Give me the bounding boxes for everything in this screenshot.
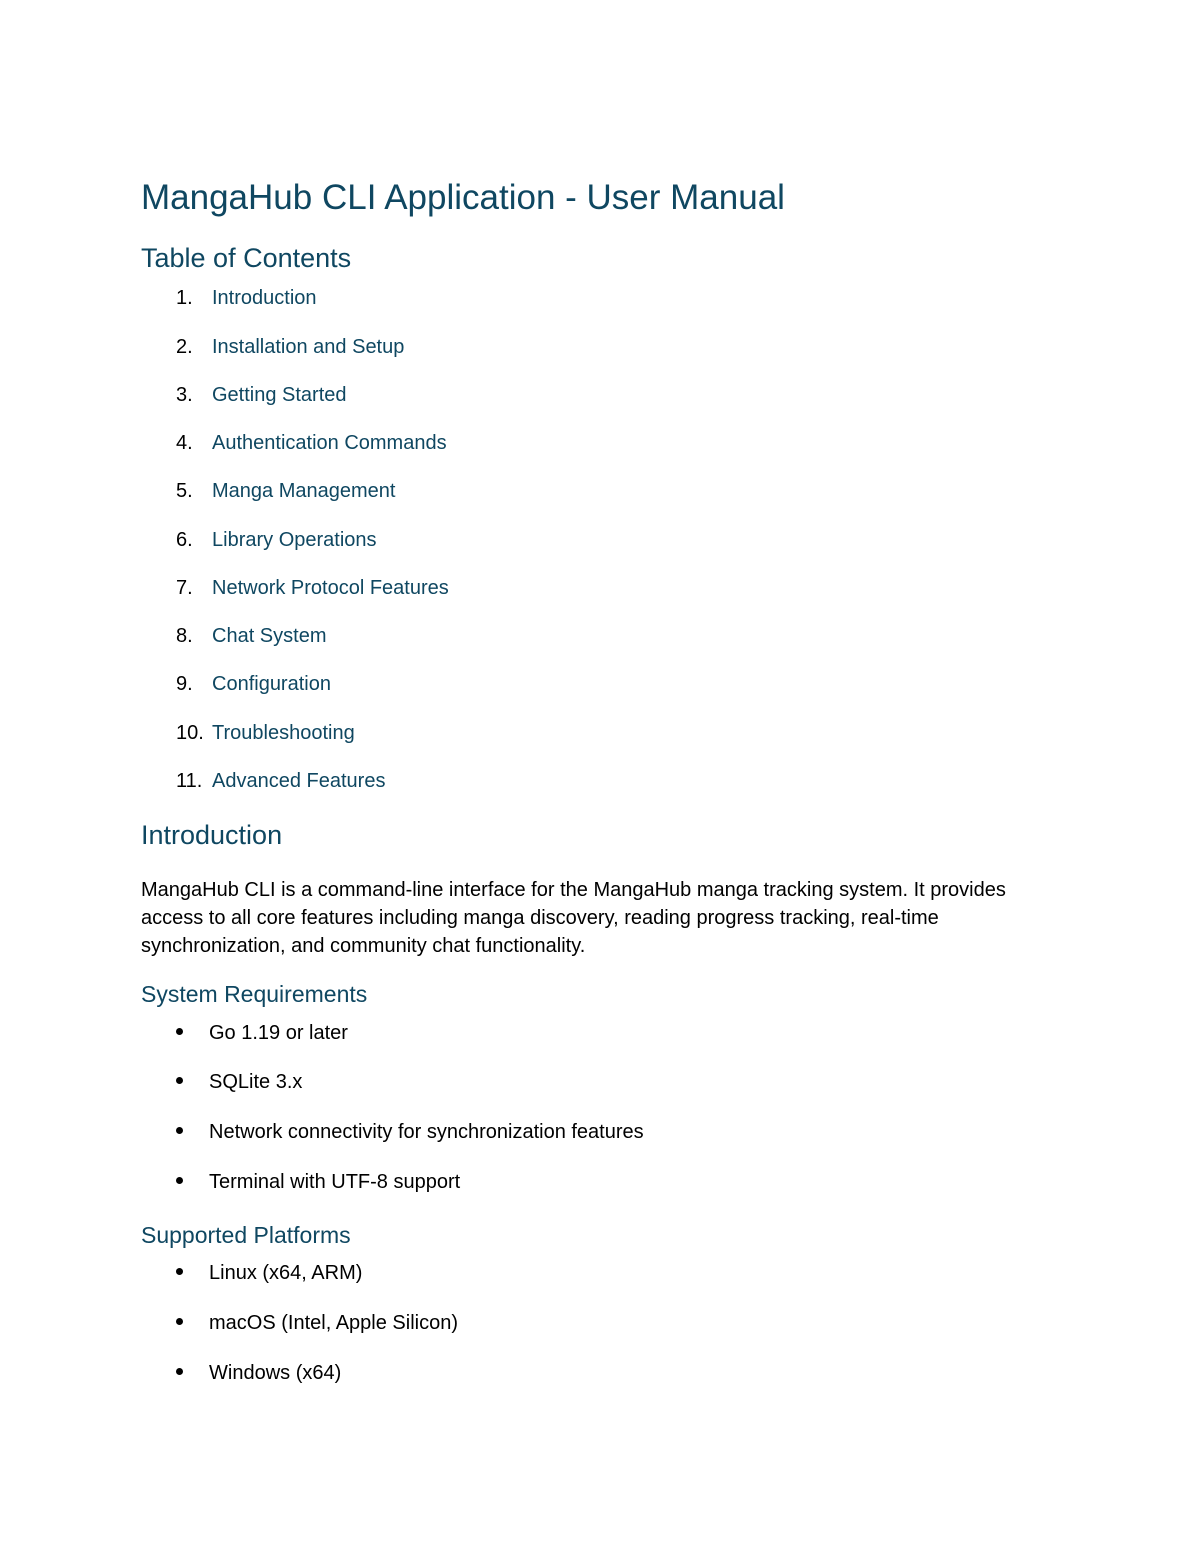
list-item	[176, 1121, 644, 1151]
list-item	[176, 1362, 341, 1392]
toc-item-configuration	[176, 673, 331, 703]
toc-link-troubleshooting[interactable]: Troubleshooting	[212, 722, 355, 744]
document-title: MangaHub CLI Application - User Manual	[141, 178, 785, 217]
list-item-text: Linux (x64, ARM)	[209, 1262, 363, 1284]
toc-link-advanced-features[interactable]: Advanced Features	[212, 770, 386, 792]
list-item	[176, 1171, 460, 1201]
list-item-text: Network connectivity for synchronization features	[209, 1121, 644, 1143]
toc-link-manga-management[interactable]: Manga Management	[212, 480, 396, 502]
toc-link-getting-started[interactable]: Getting Started	[212, 384, 347, 406]
list-item-text: Terminal with UTF-8 support	[209, 1171, 461, 1193]
bullet-icon	[176, 1177, 183, 1184]
toc-number: 2.	[176, 336, 193, 358]
bullet-icon	[176, 1028, 183, 1035]
toc-link-configuration[interactable]: Configuration	[212, 673, 331, 695]
bullet-icon	[176, 1268, 183, 1275]
toc-link-chat-system[interactable]: Chat System	[212, 625, 327, 647]
toc-item-network-protocol	[176, 577, 449, 607]
toc-heading: Table of Contents	[141, 243, 352, 273]
toc-number: 8.	[176, 625, 193, 647]
toc-link-introduction[interactable]: Introduction	[212, 287, 317, 309]
bullet-icon	[176, 1368, 183, 1375]
toc-number: 11.	[176, 770, 203, 792]
toc-number: 7.	[176, 577, 193, 599]
toc-link-installation[interactable]: Installation and Setup	[212, 336, 405, 358]
bullet-icon	[176, 1127, 183, 1134]
toc-item-installation	[176, 336, 404, 366]
bullet-icon	[176, 1077, 183, 1084]
toc-item-getting-started	[176, 384, 347, 414]
system-requirements-heading: System Requirements	[141, 981, 368, 1007]
toc-number: 1.	[176, 287, 193, 309]
list-item-text: Windows (x64)	[209, 1362, 342, 1384]
toc-link-authentication[interactable]: Authentication Commands	[212, 432, 447, 454]
list-item-text: SQLite 3.x	[209, 1071, 303, 1093]
list-item	[176, 1071, 302, 1101]
toc-number: 5.	[176, 480, 193, 502]
introduction-heading: Introduction	[141, 820, 283, 850]
toc-number: 3.	[176, 384, 193, 406]
list-item	[176, 1262, 362, 1292]
list-item	[176, 1022, 348, 1052]
toc-item-introduction	[176, 287, 317, 317]
toc-link-library-operations[interactable]: Library Operations	[212, 529, 377, 551]
toc-item-authentication	[176, 432, 447, 462]
supported-platforms-heading: Supported Platforms	[141, 1222, 351, 1248]
toc-number: 9.	[176, 673, 193, 695]
toc-number: 4.	[176, 432, 193, 454]
list-item-text: macOS (Intel, Apple Silicon)	[209, 1312, 458, 1334]
toc-link-network-protocol[interactable]: Network Protocol Features	[212, 577, 449, 599]
toc-item-manga-management	[176, 480, 395, 510]
toc-number: 10.	[176, 722, 204, 744]
toc-item-advanced-features	[176, 770, 385, 800]
introduction-paragraph: MangaHub CLI is a command-line interface for the MangaHub manga tracking system. It provides access to all core features including manga discovery, reading progress tracking, real-time synchronization, and community chat functionality.	[141, 879, 1006, 957]
toc-item-chat-system	[176, 625, 326, 655]
list-item	[176, 1312, 458, 1342]
list-item-text: Go 1.19 or later	[209, 1022, 348, 1044]
bullet-icon	[176, 1318, 183, 1325]
toc-item-troubleshooting	[176, 722, 355, 752]
toc-number: 6.	[176, 529, 193, 551]
toc-item-library-operations	[176, 529, 377, 559]
